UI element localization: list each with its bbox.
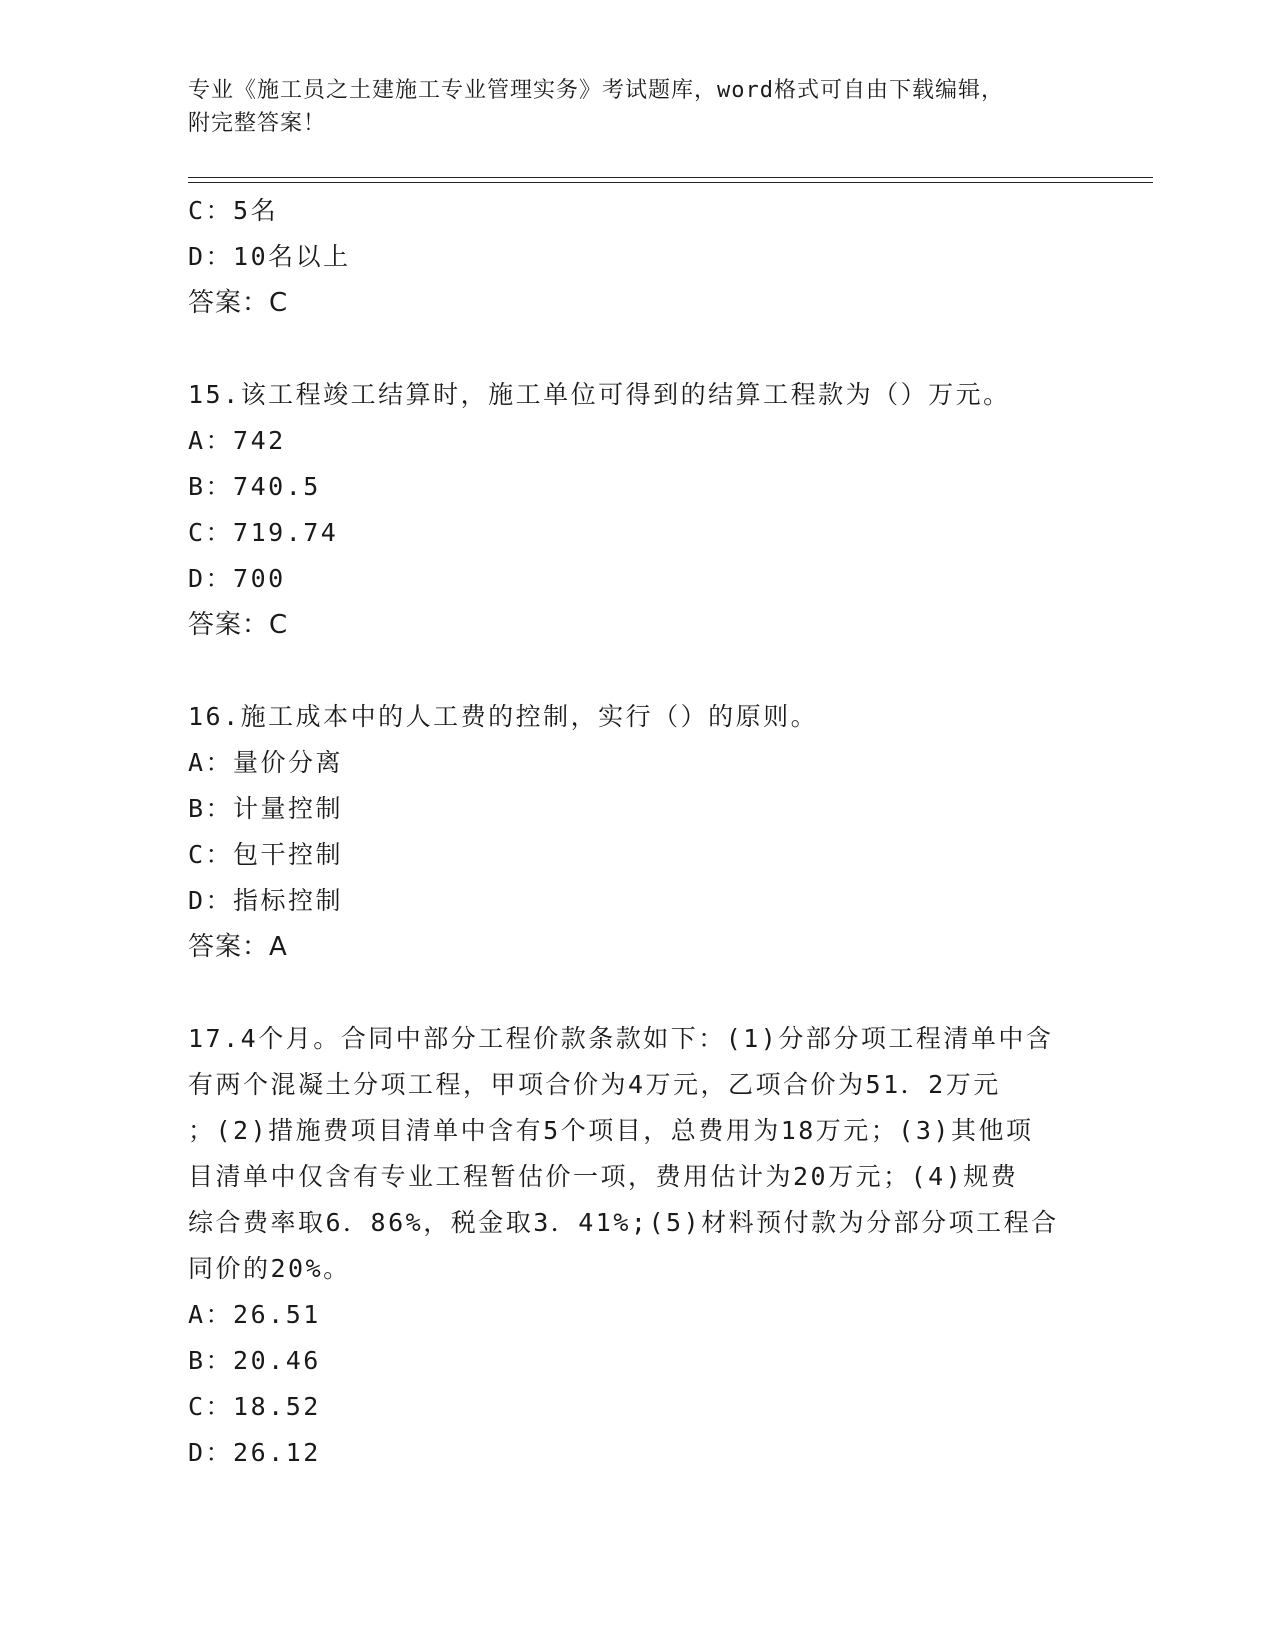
question-content: [188, 188, 1088, 1476]
question-17: [188, 1016, 1088, 1476]
q16-option-c: C：包干控制: [188, 840, 344, 869]
q17-option-d: D：26.12: [188, 1438, 321, 1467]
q17-option-c: C：18.52: [188, 1392, 321, 1421]
q17-option-a: A：26.51: [188, 1300, 321, 1329]
q17-stem-line: 17.4个月。合同中部分工程价款条款如下：(1)分部分项工程清单中含: [188, 1024, 1054, 1053]
spacer: [188, 970, 1088, 1016]
q17-stem-line: 目清单中仅含有专业工程暂估价一项，费用估计为20万元；(4)规费: [188, 1162, 1019, 1191]
q17-stem-line: 有两个混凝土分项工程，甲项合价为4万元，乙项合价为51．2万元: [188, 1070, 1001, 1099]
question-14-tail: [188, 188, 1088, 326]
q16-option-d: D：指标控制: [188, 886, 344, 915]
document-header: [188, 74, 1088, 140]
q16-option-a: A：量价分离: [188, 748, 344, 777]
q16-stem: 16.施工成本中的人工费的控制，实行（）的原则。: [188, 702, 819, 731]
q16-option-b: B：计量控制: [188, 794, 344, 823]
q17-option-b: B：20.46: [188, 1346, 321, 1375]
q17-stem-line: 同价的20%。: [188, 1254, 351, 1283]
q14-option-d: D：10名以上: [188, 242, 351, 271]
q15-option-c: C：719.74: [188, 518, 339, 547]
header-rule-bottom: [188, 182, 1153, 183]
question-15: [188, 372, 1088, 648]
q14-option-c: C：5名: [188, 196, 279, 225]
q17-stem-line: 综合费率取6．86%，税金取3．41%;(5)材料预付款为分部分项工程合: [188, 1208, 1059, 1237]
question-16: [188, 694, 1088, 970]
q14-answer: 答案：C: [188, 288, 289, 318]
q15-stem: 15.该工程竣工结算时，施工单位可得到的结算工程款为（）万元。: [188, 380, 1011, 409]
header-rule-top: [188, 177, 1153, 178]
header-line-2: 附完整答案！: [188, 111, 327, 136]
header-line-1: 专业《施工员之土建施工专业管理实务》考试题库，word格式可自由下载编辑，: [188, 78, 1004, 103]
spacer: [188, 326, 1088, 372]
q15-option-d: D：700: [188, 564, 286, 593]
q15-option-a: A：742: [188, 426, 286, 455]
q15-answer: 答案：C: [188, 610, 289, 640]
q15-option-b: B：740.5: [188, 472, 321, 501]
spacer: [188, 648, 1088, 694]
q16-answer: 答案：A: [188, 932, 288, 962]
q17-stem-line: ；(2)措施费项目清单中含有5个项目，总费用为18万元；(3)其他项: [188, 1116, 1034, 1145]
